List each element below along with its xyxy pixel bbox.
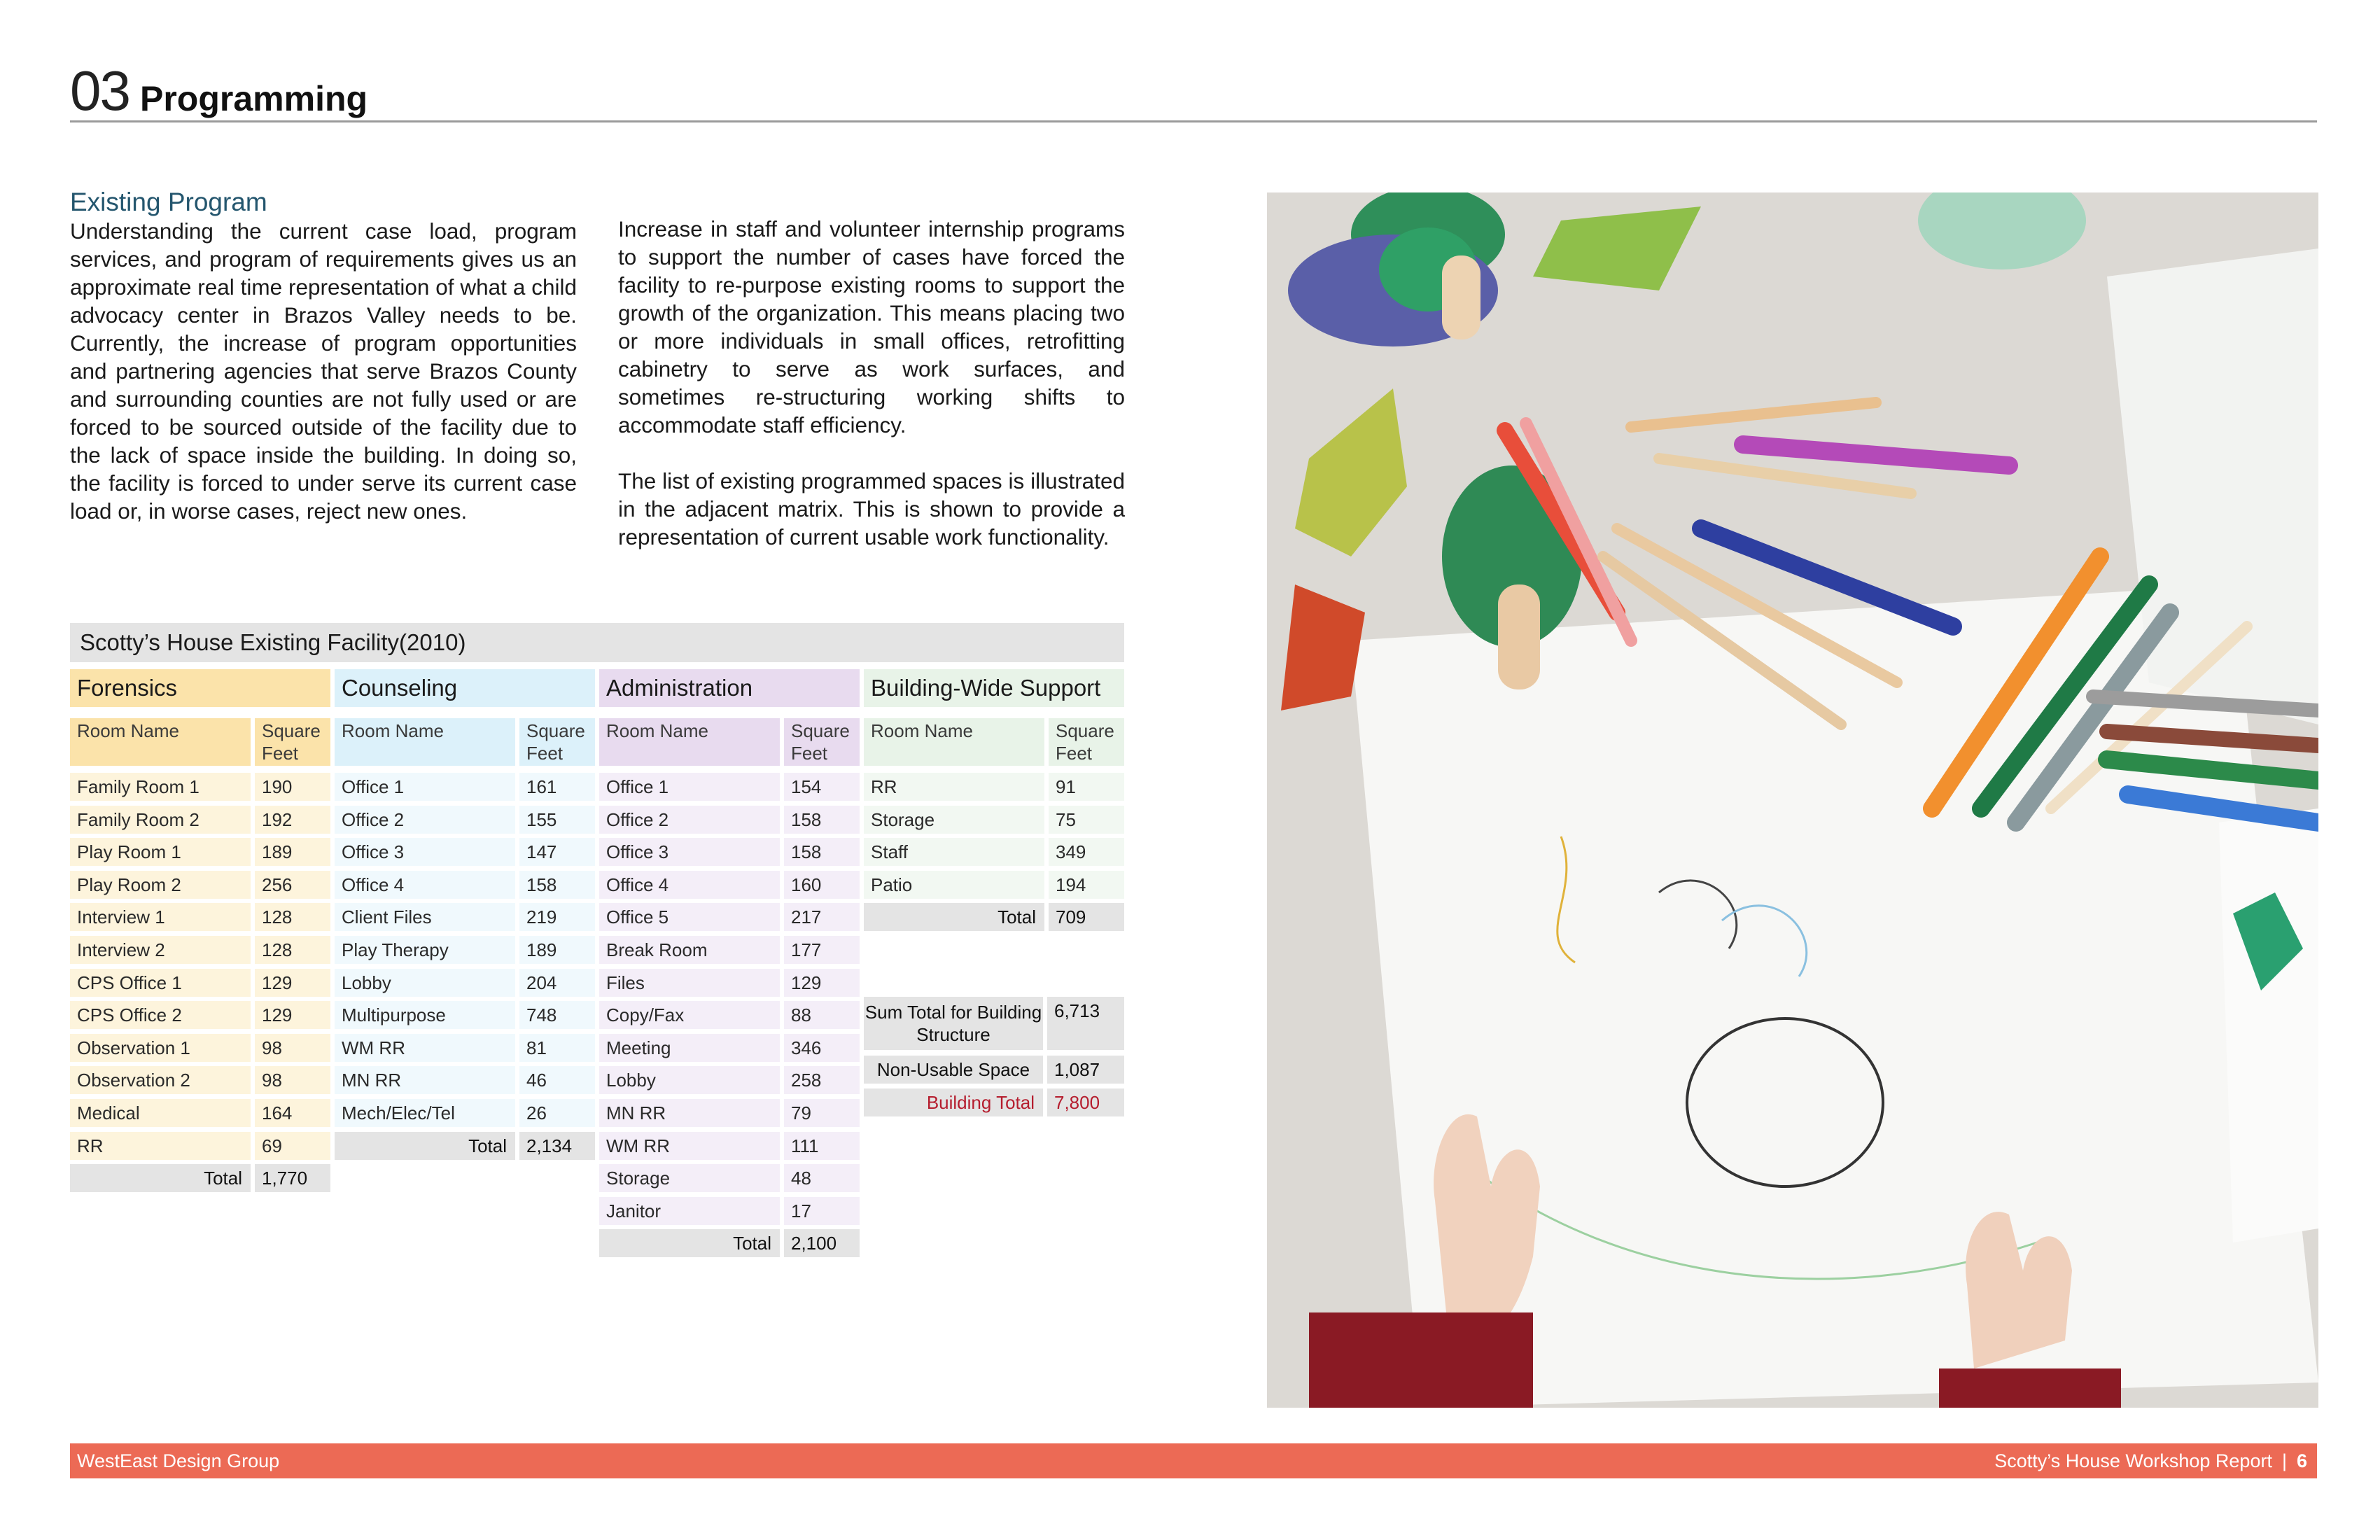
column-header-square-feet: Square Feet — [784, 718, 860, 766]
room-name: Meeting — [599, 1034, 780, 1062]
column-header-room-name: Room Name — [864, 718, 1044, 766]
page-number: 6 — [2296, 1450, 2307, 1471]
room-square-feet: 158 — [784, 838, 860, 866]
intro-paragraph-matrix: The list of existing programmed spaces is illustrated in the adjacent matrix. This is shown to provide a representation of current usable work functionality. — [618, 468, 1125, 550]
room-name: Copy/Fax — [599, 1001, 780, 1029]
room-name: RR — [864, 773, 1044, 801]
room-square-feet: 258 — [784, 1066, 860, 1094]
section-total-value: 2,100 — [784, 1229, 860, 1257]
building-total-label: Building Total — [864, 1088, 1043, 1116]
matrix-title: Scotty’s House Existing Facility(2010) — [70, 623, 1124, 662]
room-name: WM RR — [335, 1034, 515, 1062]
intro-paragraph-staff: Increase in staff and volunteer internship programs to support the number of cases have forced the facility to re-purpose existing rooms to support the growth of the organization. This means placing two or more individuals in small offices, retrofitting cabinetry to serve as work surfaces, and sometimes re-structuring working shifts to accommodate staff efficiency. — [618, 216, 1125, 438]
non-usable-value: 1,087 — [1047, 1056, 1124, 1084]
room-name: Office 3 — [599, 838, 780, 866]
column-header-room-name: Room Name — [70, 718, 251, 766]
room-name: Office 1 — [335, 773, 515, 801]
footer-report — [1994, 1443, 2307, 1478]
section-total-value: 1,770 — [255, 1164, 330, 1192]
page-footer — [70, 1443, 2317, 1478]
room-name: Play Room 2 — [70, 871, 251, 899]
room-name: Client Files — [335, 903, 515, 931]
room-square-feet: 91 — [1049, 773, 1124, 801]
room-name: Medical — [70, 1099, 251, 1127]
room-square-feet: 129 — [255, 969, 330, 997]
children-drawing-photo — [1267, 192, 2318, 1408]
room-name: Observation 1 — [70, 1034, 251, 1062]
footer-report-title: Scotty’s House Workshop Report — [1994, 1450, 2272, 1471]
room-name: Office 3 — [335, 838, 515, 866]
room-name: Office 4 — [335, 871, 515, 899]
room-name: Mech/Elec/Tel — [335, 1099, 515, 1127]
room-square-feet: 189 — [519, 936, 595, 964]
footer-separator: | — [2281, 1450, 2287, 1471]
section-total-label: Total — [864, 903, 1044, 931]
page-header — [70, 59, 2317, 122]
existing-program-heading: Existing Program — [70, 188, 267, 216]
room-square-feet: 192 — [255, 806, 330, 834]
room-name: MN RR — [335, 1066, 515, 1094]
column-header-square-feet: Square Feet — [519, 718, 595, 766]
room-square-feet: 161 — [519, 773, 595, 801]
column-header-square-feet: Square Feet — [255, 718, 330, 766]
room-square-feet: 98 — [255, 1066, 330, 1094]
room-square-feet: 219 — [519, 903, 595, 931]
photo-illustration — [1267, 192, 2318, 1408]
room-square-feet: 194 — [1049, 871, 1124, 899]
room-name: Office 4 — [599, 871, 780, 899]
room-square-feet: 189 — [255, 838, 330, 866]
room-name: Family Room 2 — [70, 806, 251, 834]
room-name: Lobby — [599, 1066, 780, 1094]
room-name: Office 2 — [335, 806, 515, 834]
room-name: Storage — [599, 1164, 780, 1192]
room-square-feet: 158 — [784, 806, 860, 834]
room-square-feet: 177 — [784, 936, 860, 964]
room-square-feet: 111 — [784, 1132, 860, 1160]
room-square-feet: 346 — [784, 1034, 860, 1062]
section-total-label: Total — [70, 1164, 251, 1192]
room-square-feet: 69 — [255, 1132, 330, 1160]
room-name: Staff — [864, 838, 1044, 866]
sum-total-label: Sum Total for Building Structure — [864, 997, 1043, 1050]
room-square-feet: 88 — [784, 1001, 860, 1029]
room-square-feet: 217 — [784, 903, 860, 931]
room-square-feet: 128 — [255, 903, 330, 931]
section-total-label: Total — [335, 1132, 515, 1160]
footer-company: WestEast Design Group — [77, 1450, 280, 1471]
room-name: MN RR — [599, 1099, 780, 1127]
room-square-feet: 256 — [255, 871, 330, 899]
room-square-feet: 48 — [784, 1164, 860, 1192]
section-total-value: 2,134 — [519, 1132, 595, 1160]
intro-column-1: Understanding the current case load, program services, and program of requirements gives us an approximate real time representation of what a child advocacy center in Brazos Valley needs to be. Currently, the increase of program opportunities and partnering agencies that serve Brazos County and surrounding counties are not fully used or are forced to be sourced outside of the facility due to the lack of space inside the building. In doing so, the facility is forced to under serve its current case load or, in worse cases, reject new ones. — [70, 218, 577, 524]
column-header-room-name: Room Name — [599, 718, 780, 766]
column-header-square-feet: Square Feet — [1049, 718, 1124, 766]
room-name: Interview 1 — [70, 903, 251, 931]
room-square-feet: 46 — [519, 1066, 595, 1094]
category-header-counseling: Counseling — [335, 669, 595, 707]
room-name: Interview 2 — [70, 936, 251, 964]
category-header-support: Building-Wide Support — [864, 669, 1124, 707]
room-name: Play Therapy — [335, 936, 515, 964]
room-square-feet: 160 — [784, 871, 860, 899]
section-number: 03 — [70, 59, 130, 122]
room-square-feet: 26 — [519, 1099, 595, 1127]
room-square-feet: 98 — [255, 1034, 330, 1062]
room-name: CPS Office 1 — [70, 969, 251, 997]
room-name: Break Room — [599, 936, 780, 964]
room-name: CPS Office 2 — [70, 1001, 251, 1029]
room-name: Patio — [864, 871, 1044, 899]
category-header-administration: Administration — [599, 669, 860, 707]
room-name: RR — [70, 1132, 251, 1160]
room-square-feet: 155 — [519, 806, 595, 834]
section-total-label: Total — [599, 1229, 780, 1257]
room-square-feet: 748 — [519, 1001, 595, 1029]
room-square-feet: 158 — [519, 871, 595, 899]
sum-total-value: 6,713 — [1047, 997, 1124, 1050]
non-usable-label: Non-Usable Space — [864, 1056, 1043, 1084]
room-square-feet: 81 — [519, 1034, 595, 1062]
room-name: Play Room 1 — [70, 838, 251, 866]
intro-column-2 — [618, 215, 1125, 579]
room-name: Multipurpose — [335, 1001, 515, 1029]
room-square-feet: 129 — [255, 1001, 330, 1029]
room-name: Office 5 — [599, 903, 780, 931]
room-name: Observation 2 — [70, 1066, 251, 1094]
room-name: Office 1 — [599, 773, 780, 801]
room-square-feet: 147 — [519, 838, 595, 866]
room-name: Family Room 1 — [70, 773, 251, 801]
column-header-room-name: Room Name — [335, 718, 515, 766]
section-title: Programming — [140, 79, 368, 118]
building-total-value: 7,800 — [1047, 1088, 1124, 1116]
category-header-forensics: Forensics — [70, 669, 330, 707]
section-total-value: 709 — [1049, 903, 1124, 931]
room-square-feet: 128 — [255, 936, 330, 964]
room-square-feet: 79 — [784, 1099, 860, 1127]
room-square-feet: 154 — [784, 773, 860, 801]
room-square-feet: 164 — [255, 1099, 330, 1127]
room-name: WM RR — [599, 1132, 780, 1160]
room-name: Files — [599, 969, 780, 997]
room-name: Office 2 — [599, 806, 780, 834]
room-square-feet: 204 — [519, 969, 595, 997]
room-square-feet: 349 — [1049, 838, 1124, 866]
room-name: Lobby — [335, 969, 515, 997]
room-name: Storage — [864, 806, 1044, 834]
room-square-feet: 75 — [1049, 806, 1124, 834]
room-square-feet: 17 — [784, 1197, 860, 1225]
existing-facility-matrix — [70, 623, 1124, 1253]
room-name: Janitor — [599, 1197, 780, 1225]
room-square-feet: 190 — [255, 773, 330, 801]
room-square-feet: 129 — [784, 969, 860, 997]
